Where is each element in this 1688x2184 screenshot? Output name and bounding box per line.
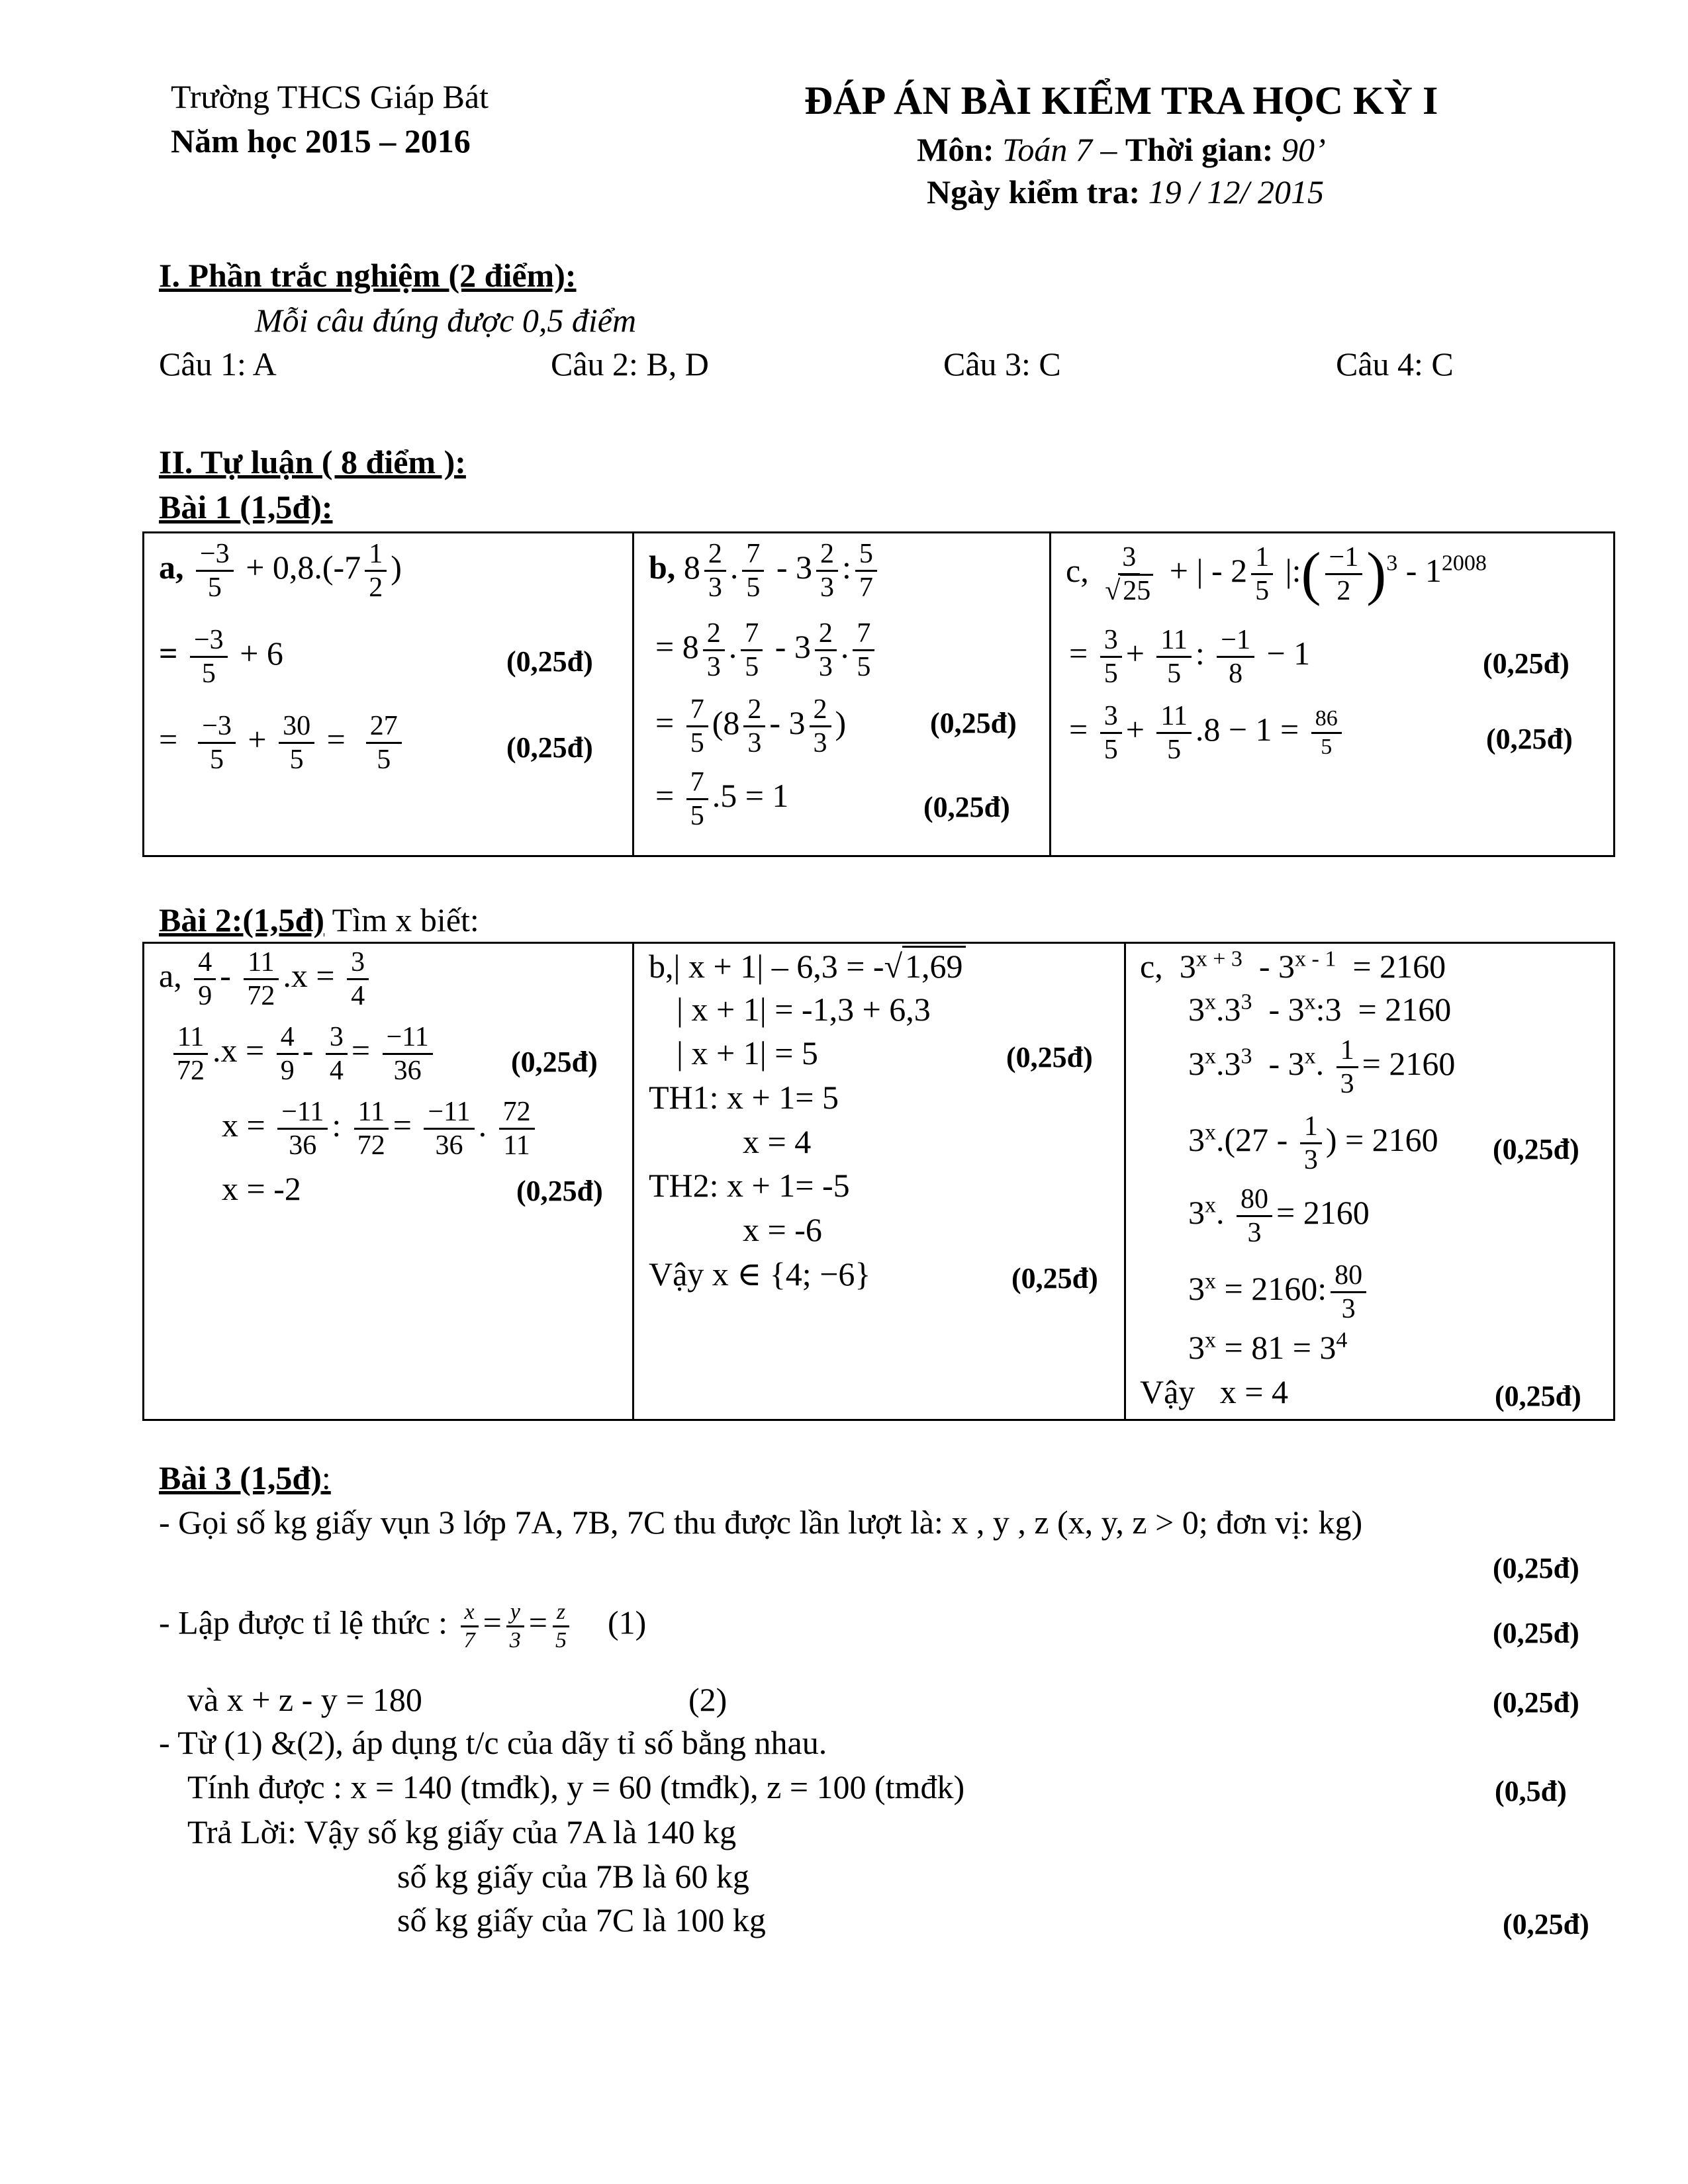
bai1-divider-1	[632, 531, 634, 857]
school-year: Năm học 2015 – 2016	[171, 122, 471, 159]
bai2c-line1: c, $3^{x + 3} - 3^{x - 1} = 2160$	[1140, 946, 1446, 985]
bai1b-line2: = 8 $\frac{2}{3}$ . $\frac{7}{5}$ - 3 $\frac{2}{3}$ . $\frac{7}{5}$	[655, 619, 878, 682]
bai2b-line1: b,| x + 1| – 6,3 = -√1,69	[649, 948, 966, 986]
bai2b-line6: TH2: x + 1= -5	[649, 1167, 850, 1204]
bai2b-line3: | x + 1| = 5	[677, 1034, 818, 1071]
bai2a-line3: x = $\frac{-11}{36}$ : $\frac{11}{72}$ = $\frac{-11}{36}$ . $\frac{72}{11}$	[222, 1097, 539, 1160]
school-name: Trường THCS Giáp Bát	[171, 78, 489, 115]
bai3-line1: - Gọi số kg giấy vụn 3 lớp 7A, 7B, 7C thu được lần lượt là: x , y , z (x, y, z > 0; đơn vị: kg)	[159, 1504, 1363, 1541]
bai3-line2: - Lập được tỉ lệ thức : $\frac{x}{7}$ = $\frac{y}{3}$ = $\frac{z}{5}$ (1)	[159, 1600, 647, 1653]
bai2c-line2: $3^x.3^3$ - 3$^x$:3 = 2160	[1188, 989, 1452, 1028]
bai3-line3: và x + z - y = 180	[187, 1681, 422, 1718]
answer-1: Câu 1: A	[159, 345, 277, 383]
part2-heading: II. Tự luận ( 8 điểm ):	[159, 443, 466, 480]
bai1a-point-1: (0,25đ)	[506, 645, 593, 678]
bai2b-line4: TH1: x + 1= 5	[649, 1079, 839, 1116]
bai1a-point-2: (0,25đ)	[506, 731, 593, 764]
bai2b-line7: x = -6	[743, 1211, 822, 1248]
bai1b-point-1: (0,25đ)	[930, 707, 1017, 739]
bai1b-line3: = $\frac{7}{5}$ (8 $\frac{2}{3}$ - 3 $\frac{2}{3}$ )	[655, 694, 847, 759]
bai1a-line2: = $\frac{-3}{5}$ + 6	[159, 625, 283, 690]
bai3-line8: số kg giấy của 7C là 100 kg	[397, 1901, 766, 1938]
bai1b-line1: b, 8 $\frac{2}{3}$ . $\frac{7}{5}$ - 3 $\frac{2}{3}$ : $\frac{5}{7}$	[649, 539, 881, 602]
page-title: ĐÁP ÁN BÀI KIỂM TRA HỌC KỲ I	[804, 79, 1438, 122]
bai2b-point-1: (0,25đ)	[1006, 1041, 1093, 1073]
bai3-heading: Bài 3 (1,5đ):	[159, 1459, 331, 1496]
bai2c-point-2: (0,25đ)	[1495, 1380, 1581, 1412]
bai1c-point-2: (0,25đ)	[1486, 723, 1573, 755]
bai1b-line4: = $\frac{7}{5}$ .5 = 1	[655, 767, 789, 832]
bai2a-line4: x = -2	[222, 1170, 301, 1207]
bai2-divider-1	[632, 942, 634, 1421]
bai2-divider-2	[1124, 942, 1126, 1421]
bai3-line3-ref: (2)	[688, 1681, 727, 1718]
bai2b-line5: x = 4	[743, 1123, 812, 1160]
bai3-point-1: (0,25đ)	[1493, 1552, 1579, 1584]
bai3-line7: số kg giấy của 7B là 60 kg	[397, 1858, 749, 1895]
bai1-divider-2	[1049, 531, 1051, 857]
bai3-point-4: (0,5đ)	[1495, 1775, 1567, 1807]
bai2c-line5: 3$^x$. $\frac{80}{3}$ = 2160	[1188, 1184, 1370, 1249]
bai1a-line1: a, $\frac{-3}{5}$ + 0,8.(-7 $\frac{1}{2}$ )	[159, 539, 402, 604]
answer-3: Câu 3: C	[943, 345, 1061, 383]
part1-heading: I. Phần trắc nghiệm (2 điểm):	[159, 257, 577, 294]
bai2b-point-2: (0,25đ)	[1011, 1262, 1098, 1295]
bai2c-line3: $3^x.3^3 - 3^x$. $\frac{1}{3}$ = 2160	[1188, 1035, 1456, 1100]
bai2a-line2: $\frac{11}{72}$ .x = $\frac{4}{9}$ - $\frac{3}{4}$ = $\frac{-11}{36}$	[169, 1023, 437, 1085]
subject-line: Môn: Toán 7 – Thời gian: 90’	[917, 131, 1326, 168]
bai1c-line2: = $\frac{3}{5}$ + $\frac{11}{5}$ : $\frac{-1}{8}$ − 1	[1069, 625, 1311, 690]
bai3-line5: Tính được : x = 140 (tmđk), y = 60 (tmđk), z = 100 (tmđk)	[187, 1768, 965, 1805]
bai1-heading: Bài 1 (1,5đ):	[159, 488, 333, 525]
bai2a-line1: a, $\frac{4}{9}$ - $\frac{11}{72}$ .x = $\frac{3}{4}$	[159, 948, 373, 1011]
bai1b-point-2: (0,25đ)	[923, 791, 1010, 823]
bai3-line4: - Từ (1) &(2), áp dụng t/c của dãy tỉ số bằng nhau.	[159, 1724, 827, 1761]
bai1c-point-1: (0,25đ)	[1483, 647, 1570, 680]
part1-note: Mỗi câu đúng được 0,5 điểm	[255, 302, 637, 339]
bai2c-line8: Vậy x = 4	[1140, 1373, 1288, 1410]
date-line: Ngày kiểm tra: 19 / 12/ 2015	[927, 173, 1324, 210]
bai2c-line4: 3$^x$.(27 - $\frac{1}{3}$ ) = 2160	[1188, 1111, 1438, 1176]
bai2-heading: Bài 2:(1,5đ) Tìm x biết:	[159, 901, 479, 938]
answer-2: Câu 2: B, D	[551, 345, 709, 383]
bai3-line6: Trả Lời: Vậy số kg giấy của 7A là 140 kg	[187, 1813, 737, 1850]
bai2a-point-1: (0,25đ)	[511, 1046, 598, 1078]
bai2b-line8: Vậy x ∈ {4; −6}	[649, 1255, 871, 1293]
bai1c-line3: = $\frac{3}{5}$ + $\frac{11}{5}$ .8 − 1 = $\frac{86}{5}$	[1069, 702, 1346, 764]
bai3-point-5: (0,25đ)	[1503, 1908, 1589, 1940]
answer-4: Câu 4: C	[1336, 345, 1454, 383]
bai3-point-3: (0,25đ)	[1493, 1686, 1579, 1719]
bai3-point-2: (0,25đ)	[1493, 1617, 1579, 1649]
bai2c-line6: $3^x = 2160$: $\frac{80}{3}$	[1188, 1261, 1370, 1324]
bai1a-line3: = $\frac{-3}{5}$ + $\frac{30}{5}$ = $\frac{27}{5}$	[159, 711, 406, 774]
bai1c-line1: c, $\frac{3}{√25}$ + | - 2 $\frac{1}{5}$ |:( $\frac{-1}{2}$ )$^3 - 1^{2008}$	[1066, 541, 1487, 607]
bai2c-line7: $3^x = 81 = 3^4$	[1188, 1328, 1348, 1366]
bai2b-line2: | x + 1| = -1,3 + 6,3	[677, 991, 931, 1028]
bai2a-point-2: (0,25đ)	[516, 1175, 603, 1207]
bai2c-point-1: (0,25đ)	[1493, 1133, 1579, 1165]
